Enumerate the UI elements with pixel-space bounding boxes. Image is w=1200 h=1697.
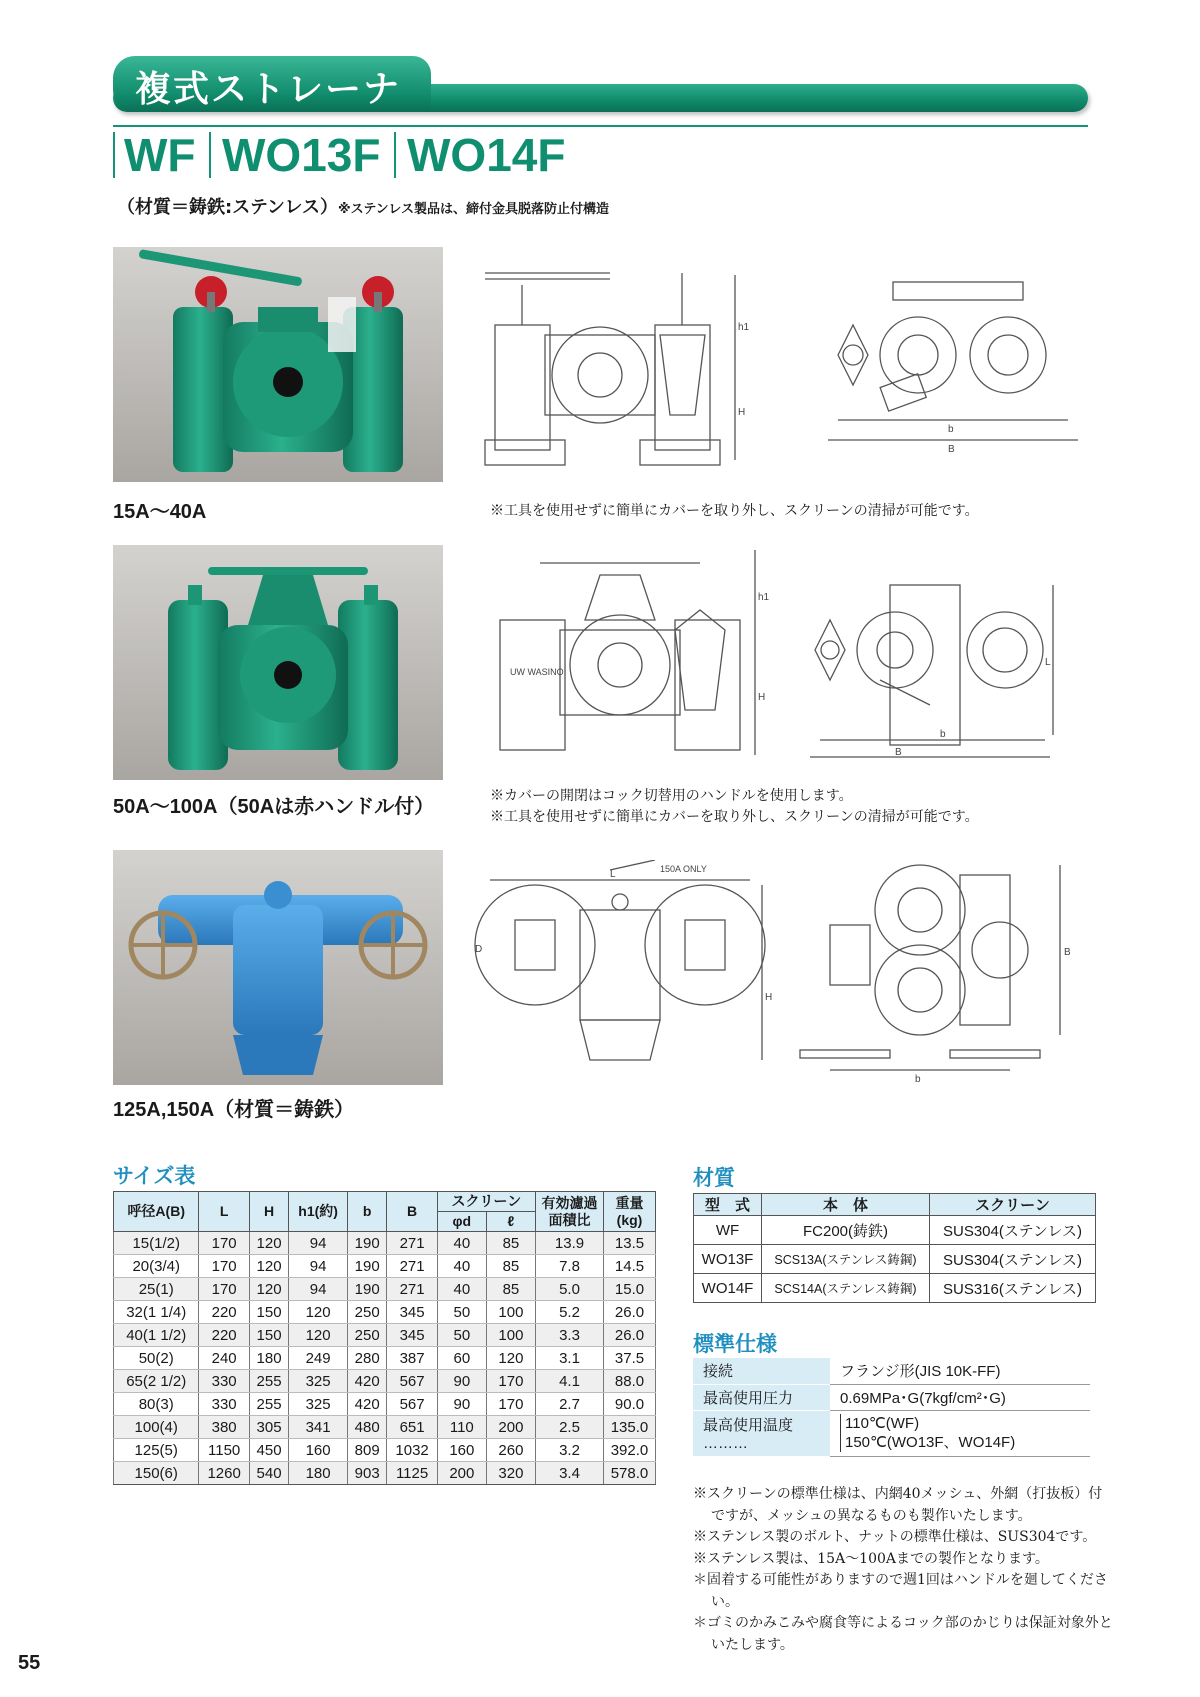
dim-d: D (475, 944, 483, 955)
drawing-brand: UW WASINO (510, 667, 564, 677)
table-cell: 220 (199, 1301, 249, 1324)
table-cell: 50(2) (114, 1347, 199, 1370)
table-cell: 240 (199, 1347, 249, 1370)
table-cell: 150(6) (114, 1462, 199, 1485)
table-cell: 150 (249, 1301, 288, 1324)
table-row (114, 1278, 656, 1301)
table-cell: 13.9 (536, 1232, 604, 1255)
table-cell: 90 (437, 1370, 486, 1393)
table-cell: 120 (249, 1232, 288, 1255)
table-cell: WF (694, 1216, 762, 1245)
table-cell: SCS14A(ステンレス鋳鋼) (762, 1274, 930, 1303)
table-cell: 50 (437, 1324, 486, 1347)
subtitle-note: ※ステンレス製品は、締付金具脱落防止付構造 (337, 202, 609, 217)
dim-l: L (1045, 657, 1051, 668)
col-phi-d: φd (437, 1212, 486, 1232)
table-cell: 260 (486, 1439, 535, 1462)
table-cell: 392.0 (604, 1439, 656, 1462)
table-cell: 80(3) (114, 1393, 199, 1416)
table-cell: 249 (289, 1347, 348, 1370)
table-cell: 50 (437, 1301, 486, 1324)
table-cell: 170 (486, 1393, 535, 1416)
drawing-125a-side (470, 860, 775, 1065)
table-cell: 578.0 (604, 1462, 656, 1485)
table-cell: 341 (289, 1416, 348, 1439)
table-cell: 380 (199, 1416, 249, 1439)
dim-h1: h1 (738, 322, 750, 333)
col-h1: h1(約) (289, 1192, 348, 1232)
table-cell: 25(1) (114, 1278, 199, 1301)
table-cell: 567 (387, 1393, 437, 1416)
table-cell: 1150 (199, 1439, 249, 1462)
spec-table (693, 1358, 1090, 1457)
dim-big-b: B (1064, 947, 1071, 958)
table-cell: 120 (289, 1324, 348, 1347)
table-cell: 13.5 (604, 1232, 656, 1255)
table-cell: 20(3/4) (114, 1255, 199, 1278)
table-row (114, 1232, 656, 1255)
table-cell: SCS13A(ステンレス鋳鋼) (762, 1245, 930, 1274)
table-cell: 94 (289, 1232, 348, 1255)
table-cell: 540 (249, 1462, 288, 1485)
size-table-body (114, 1232, 656, 1485)
model-separator (209, 132, 211, 178)
col-size: 呼径A(B) (114, 1192, 199, 1232)
caption-125a-150a: 125A,150A（材質＝鋳鉄） (113, 1099, 355, 1121)
table-cell: 26.0 (604, 1324, 656, 1347)
col-b: b (347, 1192, 386, 1232)
table-cell: 40 (437, 1232, 486, 1255)
col-big-b: B (387, 1192, 437, 1232)
photo-50a-100a (113, 545, 443, 780)
table-cell: 3.3 (536, 1324, 604, 1347)
table-cell: 200 (486, 1416, 535, 1439)
table-cell: 32(1 1/4) (114, 1301, 199, 1324)
table-cell: 651 (387, 1416, 437, 1439)
drawing-15a-top (808, 270, 1093, 455)
table-cell: 60 (437, 1347, 486, 1370)
table-row (114, 1416, 656, 1439)
table-cell: 100(4) (114, 1416, 199, 1439)
dim-l: L (610, 869, 616, 880)
note-15a: ※工具を使用せずに簡単にカバーを取り外し、スクリーンの清掃が可能です。 (490, 503, 979, 519)
table-cell: 809 (347, 1439, 386, 1462)
table-cell: 94 (289, 1278, 348, 1301)
size-table (113, 1191, 656, 1485)
spec-row-temperature (693, 1410, 1090, 1456)
col-screen-material: スクリーン (930, 1194, 1096, 1216)
spec-label: 最高使用温度 ……… (693, 1410, 830, 1456)
dim-h: H (738, 407, 746, 418)
table-cell: 7.8 (536, 1255, 604, 1278)
title-rule (113, 125, 1088, 127)
table-cell: 85 (486, 1255, 535, 1278)
material-heading: 材質 (693, 1166, 735, 1190)
table-row (694, 1216, 1096, 1245)
table-cell: 40 (437, 1278, 486, 1301)
table-cell: 26.0 (604, 1301, 656, 1324)
drawing-150a-only: 150A ONLY (660, 864, 707, 874)
table-cell: 330 (199, 1393, 249, 1416)
table-cell: 190 (347, 1255, 386, 1278)
table-cell: 14.5 (604, 1255, 656, 1278)
drawing-50a-top (795, 565, 1065, 765)
spec-heading: 標準仕様 (693, 1332, 777, 1356)
table-cell: 170 (199, 1278, 249, 1301)
table-cell: 271 (387, 1232, 437, 1255)
model-separator (113, 132, 115, 178)
table-row (114, 1439, 656, 1462)
material-subtitle: （材質＝鋳鉄:ステンレス） (117, 197, 338, 218)
table-row (114, 1255, 656, 1278)
table-cell: 120 (486, 1347, 535, 1370)
table-cell: 2.7 (536, 1393, 604, 1416)
model-separator (394, 132, 396, 178)
table-cell: 120 (289, 1301, 348, 1324)
dim-h1: h1 (758, 592, 770, 603)
table-cell: 120 (249, 1278, 288, 1301)
table-row (114, 1301, 656, 1324)
table-cell: 4.1 (536, 1370, 604, 1393)
notes (693, 1484, 1113, 1656)
caption-15a-40a: 15A〜40A (113, 501, 207, 523)
table-cell: 250 (347, 1301, 386, 1324)
dim-b: b (948, 424, 954, 435)
table-cell: 271 (387, 1255, 437, 1278)
table-cell: 330 (199, 1370, 249, 1393)
note-item: ＊ゴミのかみこみや腐食等によるコック部のかじりは保証対象外といたします。 (693, 1615, 1113, 1653)
table-cell: 420 (347, 1370, 386, 1393)
spec-value: フランジ形(JIS 10K-FF) (830, 1358, 1090, 1384)
drawing-15a-side (470, 265, 760, 480)
table-cell: 90.0 (604, 1393, 656, 1416)
table-cell: 120 (249, 1255, 288, 1278)
photo-15a-40a (113, 247, 443, 482)
material-table (693, 1193, 1096, 1303)
photo-125a-150a (113, 850, 443, 1085)
table-cell: 150 (249, 1324, 288, 1347)
table-cell: 250 (347, 1324, 386, 1347)
col-ratio: 有効濾過面積比 (536, 1192, 604, 1232)
spec-row-connection (693, 1358, 1090, 1384)
table-cell: 271 (387, 1278, 437, 1301)
table-cell: 15.0 (604, 1278, 656, 1301)
material-table-header (694, 1194, 1096, 1216)
table-cell: 125(5) (114, 1439, 199, 1462)
col-body: 本 体 (762, 1194, 930, 1216)
table-cell: 1032 (387, 1439, 437, 1462)
col-h: H (249, 1192, 288, 1232)
col-l: L (199, 1192, 249, 1232)
table-cell: SUS304(ステンレス) (930, 1216, 1096, 1245)
note-50a-2: ※工具を使用せずに簡単にカバーを取り外し、スクリーンの清掃が可能です。 (490, 809, 979, 825)
title-banner (113, 56, 1088, 116)
table-cell: 180 (289, 1462, 348, 1485)
spec-value (830, 1410, 1090, 1456)
dim-h: H (758, 692, 766, 703)
col-model: 型 式 (694, 1194, 762, 1216)
table-cell: 320 (486, 1462, 535, 1485)
note-item: ※スクリーンの標準仕様は、内網40メッシュ、外網（打抜板）付ですが、メッシュの異なるものも製作いたします。 (693, 1486, 1103, 1524)
size-table-heading: サイズ表 (113, 1164, 196, 1188)
dim-b: b (915, 1074, 921, 1085)
table-cell: 100 (486, 1301, 535, 1324)
table-cell: 255 (249, 1393, 288, 1416)
table-cell: 135.0 (604, 1416, 656, 1439)
table-cell: 180 (249, 1347, 288, 1370)
table-cell: 85 (486, 1278, 535, 1301)
dim-b: b (940, 729, 946, 740)
table-cell: 94 (289, 1255, 348, 1278)
table-cell: 5.0 (536, 1278, 604, 1301)
subtitle (117, 193, 609, 219)
col-screen: スクリーン (437, 1192, 535, 1212)
table-cell: 190 (347, 1232, 386, 1255)
table-cell: 200 (437, 1462, 486, 1485)
spec-label: 最高使用圧力 (693, 1384, 830, 1410)
table-cell: 325 (289, 1393, 348, 1416)
table-cell: 220 (199, 1324, 249, 1347)
table-cell: 90 (437, 1393, 486, 1416)
dim-big-b: B (948, 444, 955, 455)
table-cell: 160 (289, 1439, 348, 1462)
spec-label: 接続 (693, 1358, 830, 1384)
drawing-125a-top (790, 855, 1080, 1085)
table-cell: 100 (486, 1324, 535, 1347)
caption-50a-100a: 50A〜100A（50Aは赤ハンドル付） (113, 796, 435, 818)
table-cell: SUS316(ステンレス) (930, 1274, 1096, 1303)
table-row (114, 1324, 656, 1347)
spec-value: 0.69MPa･G(7kgf/cm²･G) (830, 1384, 1090, 1410)
table-cell: 5.2 (536, 1301, 604, 1324)
table-cell: 2.5 (536, 1416, 604, 1439)
note-item: ＊固着する可能性がありますので週1回はハンドルを廻してください。 (693, 1572, 1108, 1610)
table-cell: 170 (486, 1370, 535, 1393)
table-cell: 88.0 (604, 1370, 656, 1393)
table-cell: 170 (199, 1255, 249, 1278)
note-50a-1: ※カバーの開閉はコック切替用のハンドルを使用します。 (490, 788, 853, 804)
table-cell: 15(1/2) (114, 1232, 199, 1255)
table-row (694, 1274, 1096, 1303)
table-cell: 387 (387, 1347, 437, 1370)
table-cell: 345 (387, 1301, 437, 1324)
table-cell: SUS304(ステンレス) (930, 1245, 1096, 1274)
col-weight: 重量(kg) (604, 1192, 656, 1232)
table-cell: 280 (347, 1347, 386, 1370)
temp-value-wf: 110℃(WF) (845, 1415, 920, 1432)
table-cell: 1125 (387, 1462, 437, 1485)
table-cell: 480 (347, 1416, 386, 1439)
table-cell: 37.5 (604, 1347, 656, 1370)
table-cell: 255 (249, 1370, 288, 1393)
col-ell: ℓ (486, 1212, 535, 1232)
drawing-50a-side (490, 545, 770, 770)
note-item: ※ステンレス製のボルト、ナットの標準仕様は、SUS304です。 (693, 1529, 1097, 1545)
model-wf: WF (124, 129, 196, 181)
temp-label: 最高使用温度 (703, 1417, 794, 1434)
dim-big-b: B (895, 747, 902, 758)
table-cell: 450 (249, 1439, 288, 1462)
table-row (694, 1245, 1096, 1274)
table-cell: 325 (289, 1370, 348, 1393)
table-cell: WO14F (694, 1274, 762, 1303)
table-cell: 1260 (199, 1462, 249, 1485)
table-cell: 190 (347, 1278, 386, 1301)
table-cell: 903 (347, 1462, 386, 1485)
table-cell: 305 (249, 1416, 288, 1439)
material-table-body (694, 1216, 1096, 1303)
model-wo14f: WO14F (407, 129, 566, 181)
table-cell: 65(2 1/2) (114, 1370, 199, 1393)
table-cell: 40 (437, 1255, 486, 1278)
table-cell: 160 (437, 1439, 486, 1462)
note-item: ※ステンレス製は、15A〜100Aまでの製作となります。 (693, 1550, 1049, 1567)
dim-h: H (765, 992, 773, 1003)
table-cell: 567 (387, 1370, 437, 1393)
table-cell: 110 (437, 1416, 486, 1439)
spec-row-pressure (693, 1384, 1090, 1410)
table-row (114, 1370, 656, 1393)
size-table-header (114, 1192, 656, 1212)
table-cell: 40(1 1/2) (114, 1324, 199, 1347)
table-cell: 170 (199, 1232, 249, 1255)
table-cell: 345 (387, 1324, 437, 1347)
temp-value-wo: 150℃(WO13F、WO14F) (845, 1434, 1016, 1451)
table-cell: 3.4 (536, 1462, 604, 1485)
table-cell: 85 (486, 1232, 535, 1255)
table-row (114, 1462, 656, 1485)
table-cell: FC200(鋳鉄) (762, 1216, 930, 1245)
model-wo13f: WO13F (222, 129, 381, 181)
temp-bracket (840, 1414, 1090, 1452)
table-row (114, 1393, 656, 1416)
table-cell: WO13F (694, 1245, 762, 1274)
table-cell: 420 (347, 1393, 386, 1416)
page-title: 複式ストレーナ (135, 69, 402, 110)
table-row (114, 1347, 656, 1370)
table-cell: 3.2 (536, 1439, 604, 1462)
page-number: 55 (18, 1652, 41, 1674)
table-cell: 3.1 (536, 1347, 604, 1370)
